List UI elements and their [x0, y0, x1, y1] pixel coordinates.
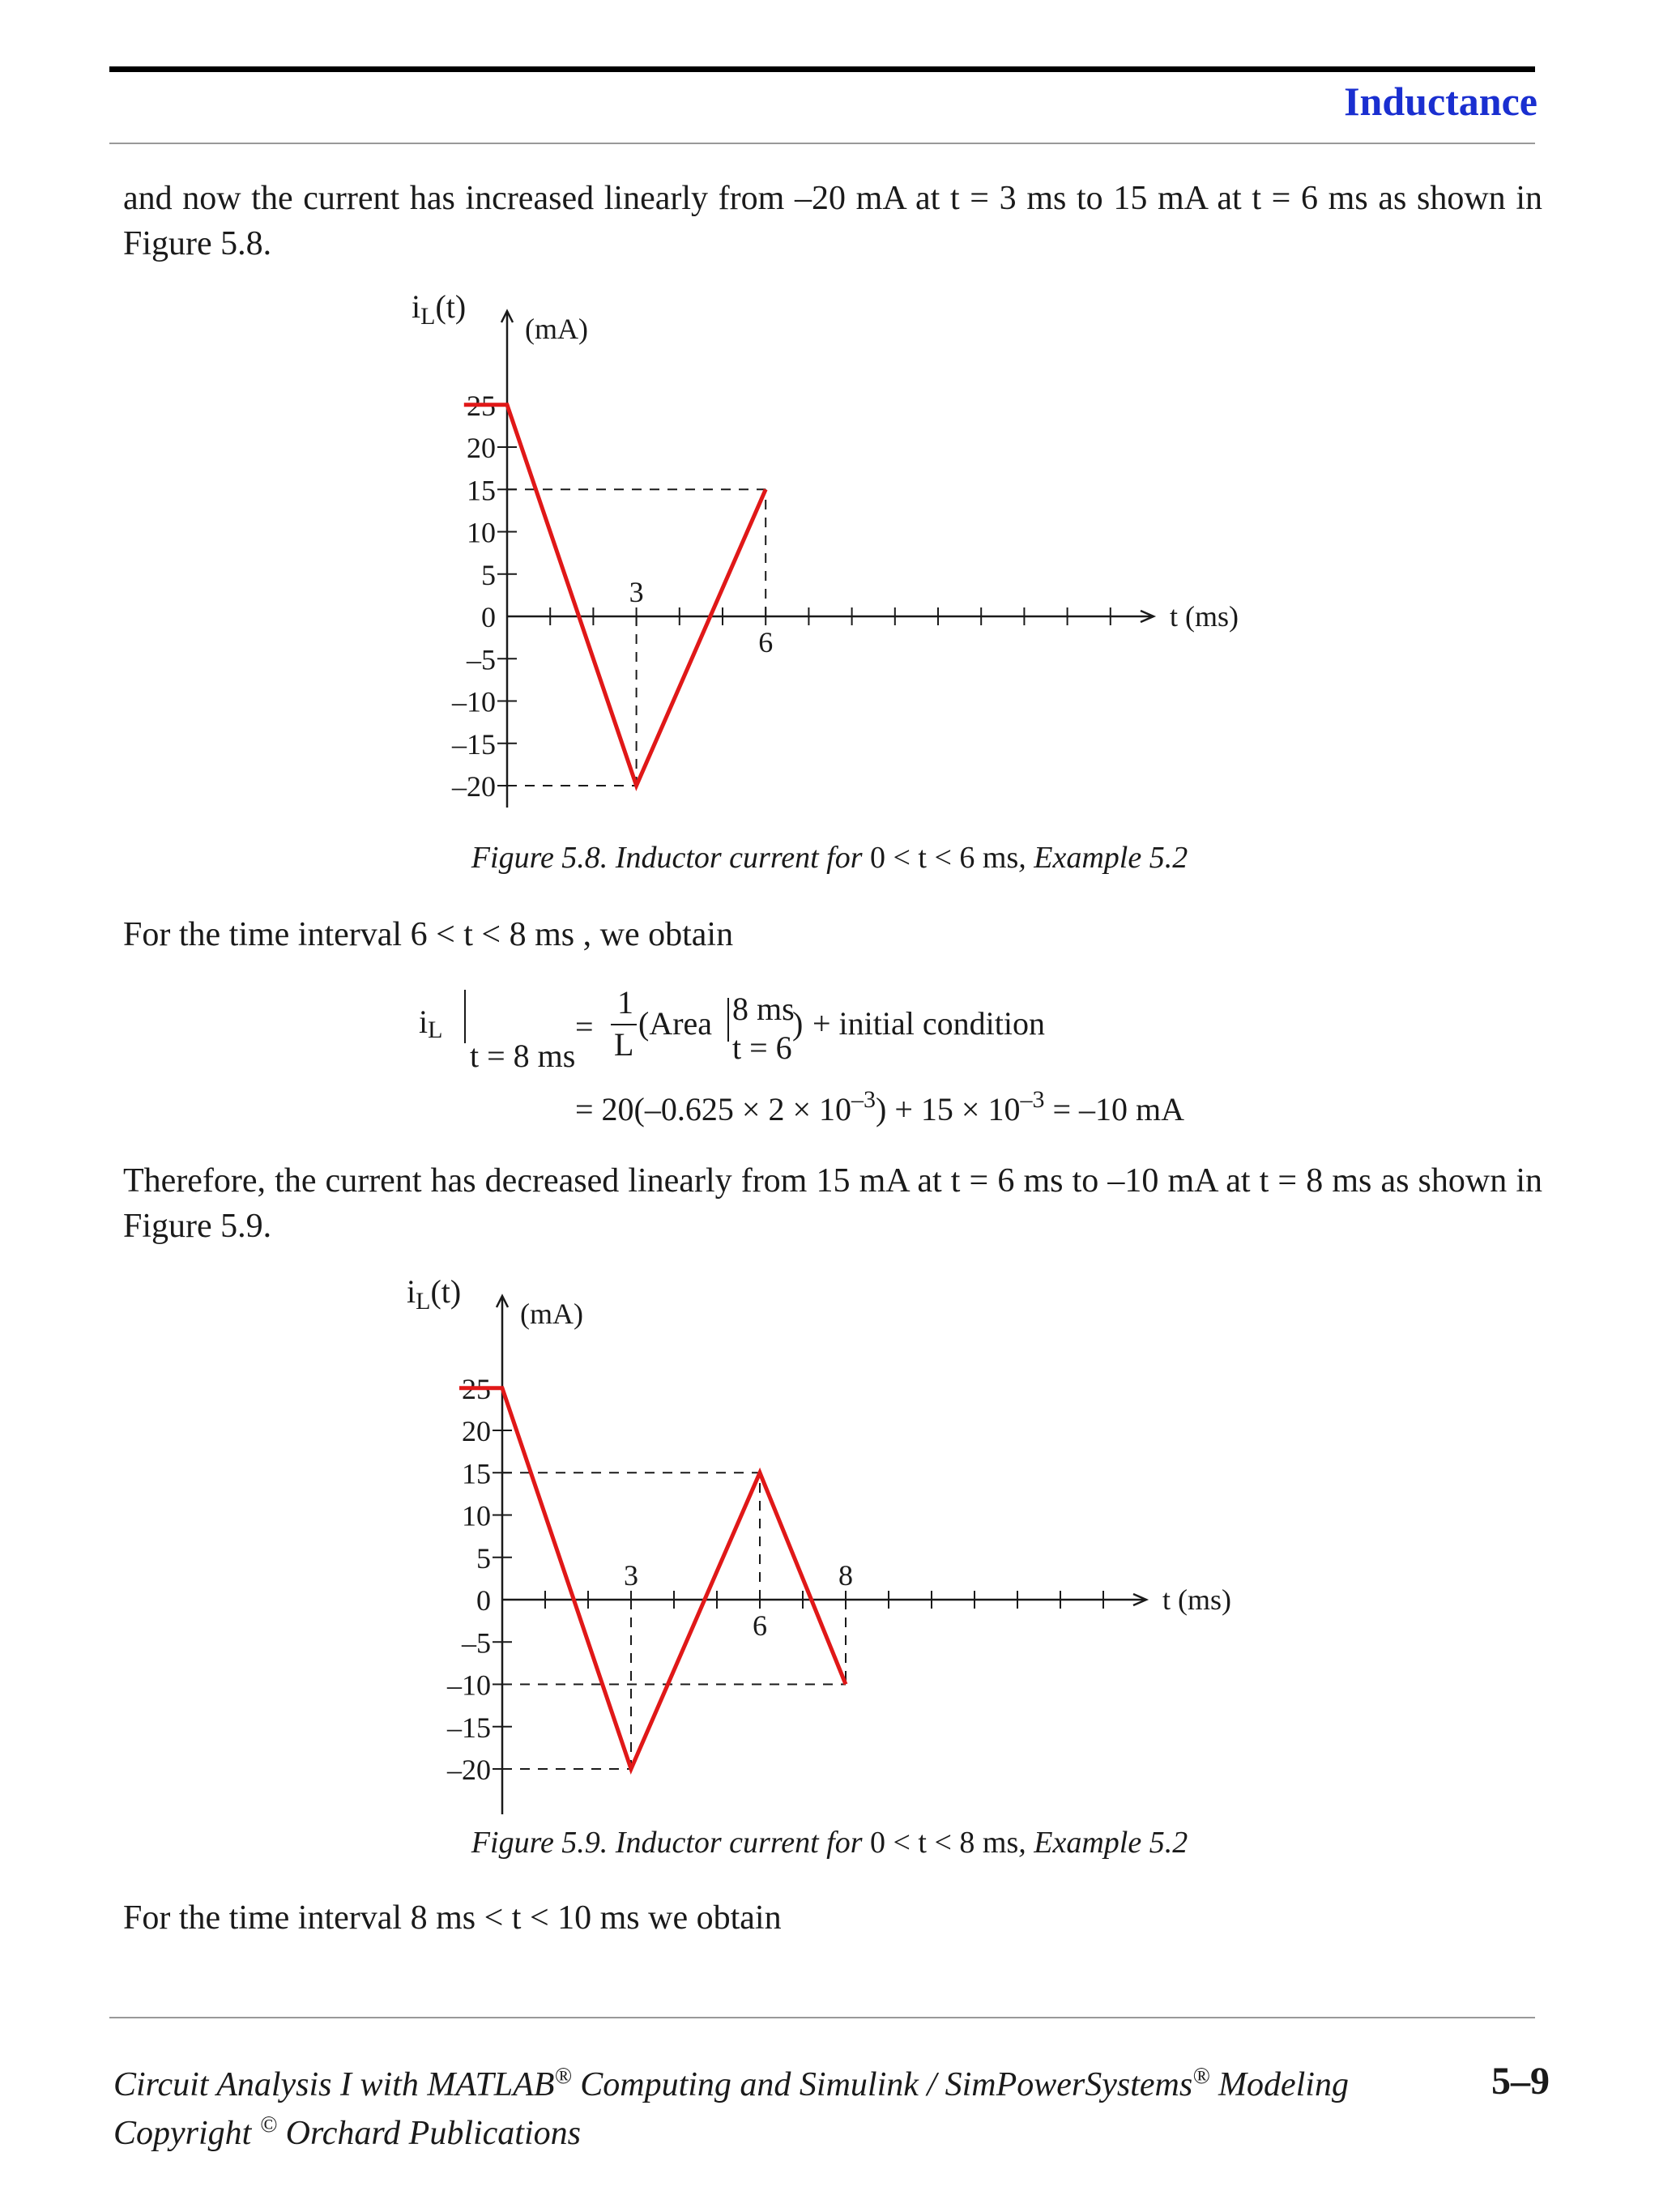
- eq-equals-1: =: [575, 1008, 594, 1045]
- x-tick-label: 6: [753, 1609, 767, 1642]
- eq-frac-num: 1: [617, 984, 633, 1021]
- caption-suffix: , Example 5.2: [1018, 1826, 1188, 1860]
- x-tick-label: 6: [758, 626, 774, 658]
- y-tick-label: 10: [467, 516, 496, 549]
- y-tick-label: –10: [447, 1669, 491, 1702]
- eq-area-lower: t = 6: [732, 1029, 792, 1066]
- eq-exp1: –3: [851, 1086, 876, 1113]
- running-header-title: Inductance: [1344, 79, 1537, 124]
- y-tick-label: 15: [467, 474, 496, 507]
- publisher-name: Orchard Publications: [277, 2115, 581, 2152]
- y-axis-label: $i_L(t)$: [407, 1273, 462, 1315]
- x-axis-label: t (ms): [1162, 1583, 1231, 1616]
- paragraph-2: For the time interval 6 < t < 8 ms , we obtain: [123, 916, 734, 953]
- registered-mark: ®: [554, 2064, 572, 2089]
- y-tick-label: 10: [462, 1499, 491, 1532]
- eq-area-upper: 8 ms: [732, 991, 795, 1027]
- y-tick-label: –20: [447, 1754, 491, 1786]
- x-axis-label: t (ms): [1170, 600, 1239, 633]
- paragraph-1: and now the current has increased linearly from –20 mA at t = 3 ms to 15 mA at t = 6 ms as shown in Figure 5.8.: [123, 180, 1542, 262]
- y-tick-label: –20: [452, 770, 496, 803]
- eq-line2b: ) + 15 × 10: [876, 1091, 1021, 1127]
- eq-lhs-sub: L: [428, 1016, 443, 1043]
- y-tick-label: 20: [467, 432, 496, 464]
- footer-book-title: [113, 2064, 1349, 2104]
- eq-lhs-eval: t = 8 ms: [470, 1038, 576, 1074]
- y-unit-label: (mA): [525, 313, 588, 345]
- paragraph-4: For the time interval 8 ms < t < 10 ms we obtain: [123, 1899, 782, 1937]
- caption-suffix: , Example 5.2: [1018, 841, 1188, 875]
- y-tick-label: 25: [467, 389, 496, 422]
- caption-text: Figure 5.9. Inductor current for: [471, 1826, 870, 1860]
- y-tick-label: 5: [476, 1541, 491, 1575]
- y-tick-label: –5: [467, 643, 496, 676]
- figure-5-9-caption: [0, 1825, 1659, 1860]
- y-tick-label: 0: [476, 1584, 491, 1617]
- footer-divider: [109, 2017, 1535, 2018]
- eq-area-close: ): [792, 1005, 804, 1042]
- copyright-symbol: ©: [259, 2112, 278, 2137]
- footer-copyright: [113, 2112, 581, 2153]
- y-tick-label: –5: [462, 1626, 491, 1660]
- eq-lhs-var: i: [419, 1004, 429, 1040]
- x-tick-label: 8: [838, 1559, 853, 1592]
- y-tick-label: 15: [462, 1457, 491, 1490]
- eq-exp2: –3: [1020, 1086, 1045, 1113]
- x-tick-label: 3: [624, 1559, 638, 1592]
- eq-initial-condition: + initial condition: [812, 1005, 1045, 1042]
- y-unit-label: (mA): [520, 1298, 583, 1330]
- book-title-b: Computing and Simulink / SimPowerSystems: [571, 2066, 1193, 2103]
- eq-area: (Area: [638, 1005, 713, 1042]
- copyright-text: Copyright: [113, 2115, 260, 2152]
- y-tick-label: 25: [462, 1372, 491, 1405]
- eq-result: = –10 mA: [1044, 1091, 1184, 1127]
- book-title-c: Modeling: [1209, 2066, 1349, 2103]
- y-tick-label: 20: [462, 1415, 491, 1447]
- registered-mark: ®: [1192, 2064, 1210, 2089]
- caption-text: Figure 5.8. Inductor current for: [471, 841, 870, 875]
- caption-math: 0 < t < 8 ms: [869, 1826, 1019, 1860]
- x-tick-label: 3: [629, 576, 644, 608]
- y-tick-label: 5: [481, 558, 496, 591]
- y-tick-label: –15: [447, 1711, 491, 1744]
- page-number: 5–9: [1491, 2060, 1550, 2103]
- y-axis-label: $i_L(t)$: [412, 288, 467, 330]
- paragraph-3: Therefore, the current has decreased linearly from 15 mA at t = 6 ms to –10 mA at t = 8 ms as shown in Figure 5.9.: [123, 1162, 1542, 1245]
- eq-line2: = 20(–0.625 × 2 × 10: [575, 1091, 851, 1127]
- y-tick-label: –15: [452, 727, 496, 761]
- y-tick-label: 0: [481, 601, 496, 633]
- book-title-a: Circuit Analysis I with MATLAB: [113, 2066, 555, 2103]
- caption-math: 0 < t < 6 ms: [869, 841, 1019, 875]
- eq-frac-den: L: [614, 1026, 634, 1063]
- y-tick-label: –10: [452, 685, 496, 718]
- current-waveform: [459, 1388, 846, 1769]
